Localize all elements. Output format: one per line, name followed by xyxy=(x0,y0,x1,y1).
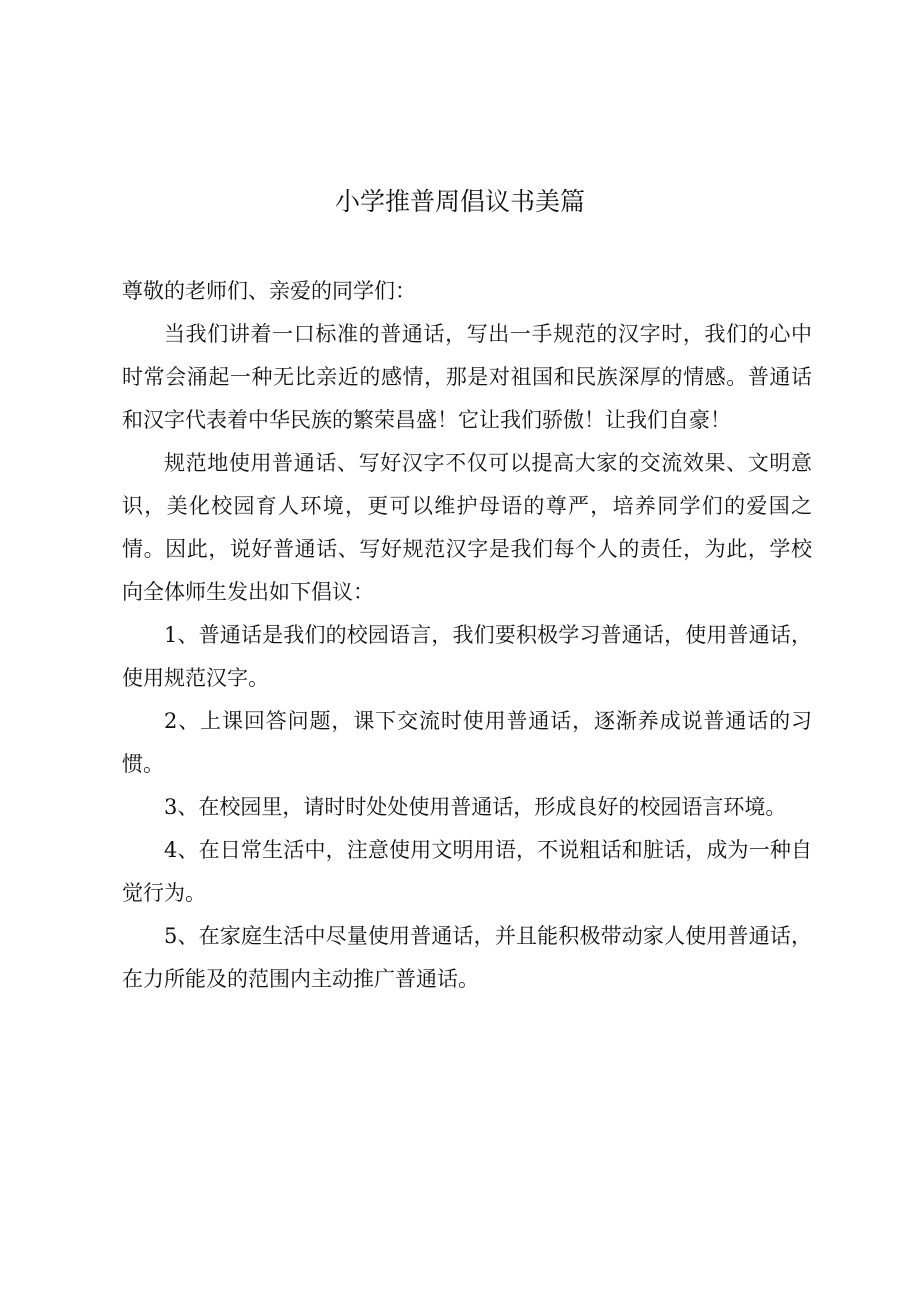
document-body xyxy=(122,270,812,1001)
proposal-item-2: 2、上课回答问题，课下交流时使用普通话，逐渐养成说普通话的习惯。 xyxy=(122,709,812,776)
proposal-item-1: 1、普通话是我们的校园语言，我们要积极学习普通话，使用普通话，使用规范汉字。 xyxy=(122,623,812,690)
salutation: 尊敬的老师们、亲爱的同学们： xyxy=(122,279,416,303)
document-title: 小学推普周倡议书美篇 xyxy=(334,187,585,216)
proposal-item-3: 3、在校园里，请时时处处使用普通话，形成良好的校园语言环境。 xyxy=(164,795,787,819)
paragraph-purpose: 规范地使用普通话、写好汉字不仅可以提高大家的交流效果、文明意识，美化校园育人环境，更可以维护母语的尊严，培养同学们的爱国之情。因此，说好普通话、写好规范汉字是我们每个人的责任，为此，学校向全体师生发出如下倡议： xyxy=(122,451,812,604)
proposal-item-5: 5、在家庭生活中尽量使用普通话，并且能积极带动家人使用普通话，在力所能及的范围内主动推广普通话。 xyxy=(122,924,812,991)
proposal-item-4: 4、在日常生活中，注意使用文明用语，不说粗话和脏话，成为一种自觉行为。 xyxy=(122,838,812,905)
paragraph-intro: 当我们讲着一口标准的普通话，写出一手规范的汉字时，我们的心中时常会涌起一种无比亲近的感情，那是对祖国和民族深厚的情感。普通话和汉字代表着中华民族的繁荣昌盛！它让我们骄傲！让我们自豪！ xyxy=(122,322,812,432)
